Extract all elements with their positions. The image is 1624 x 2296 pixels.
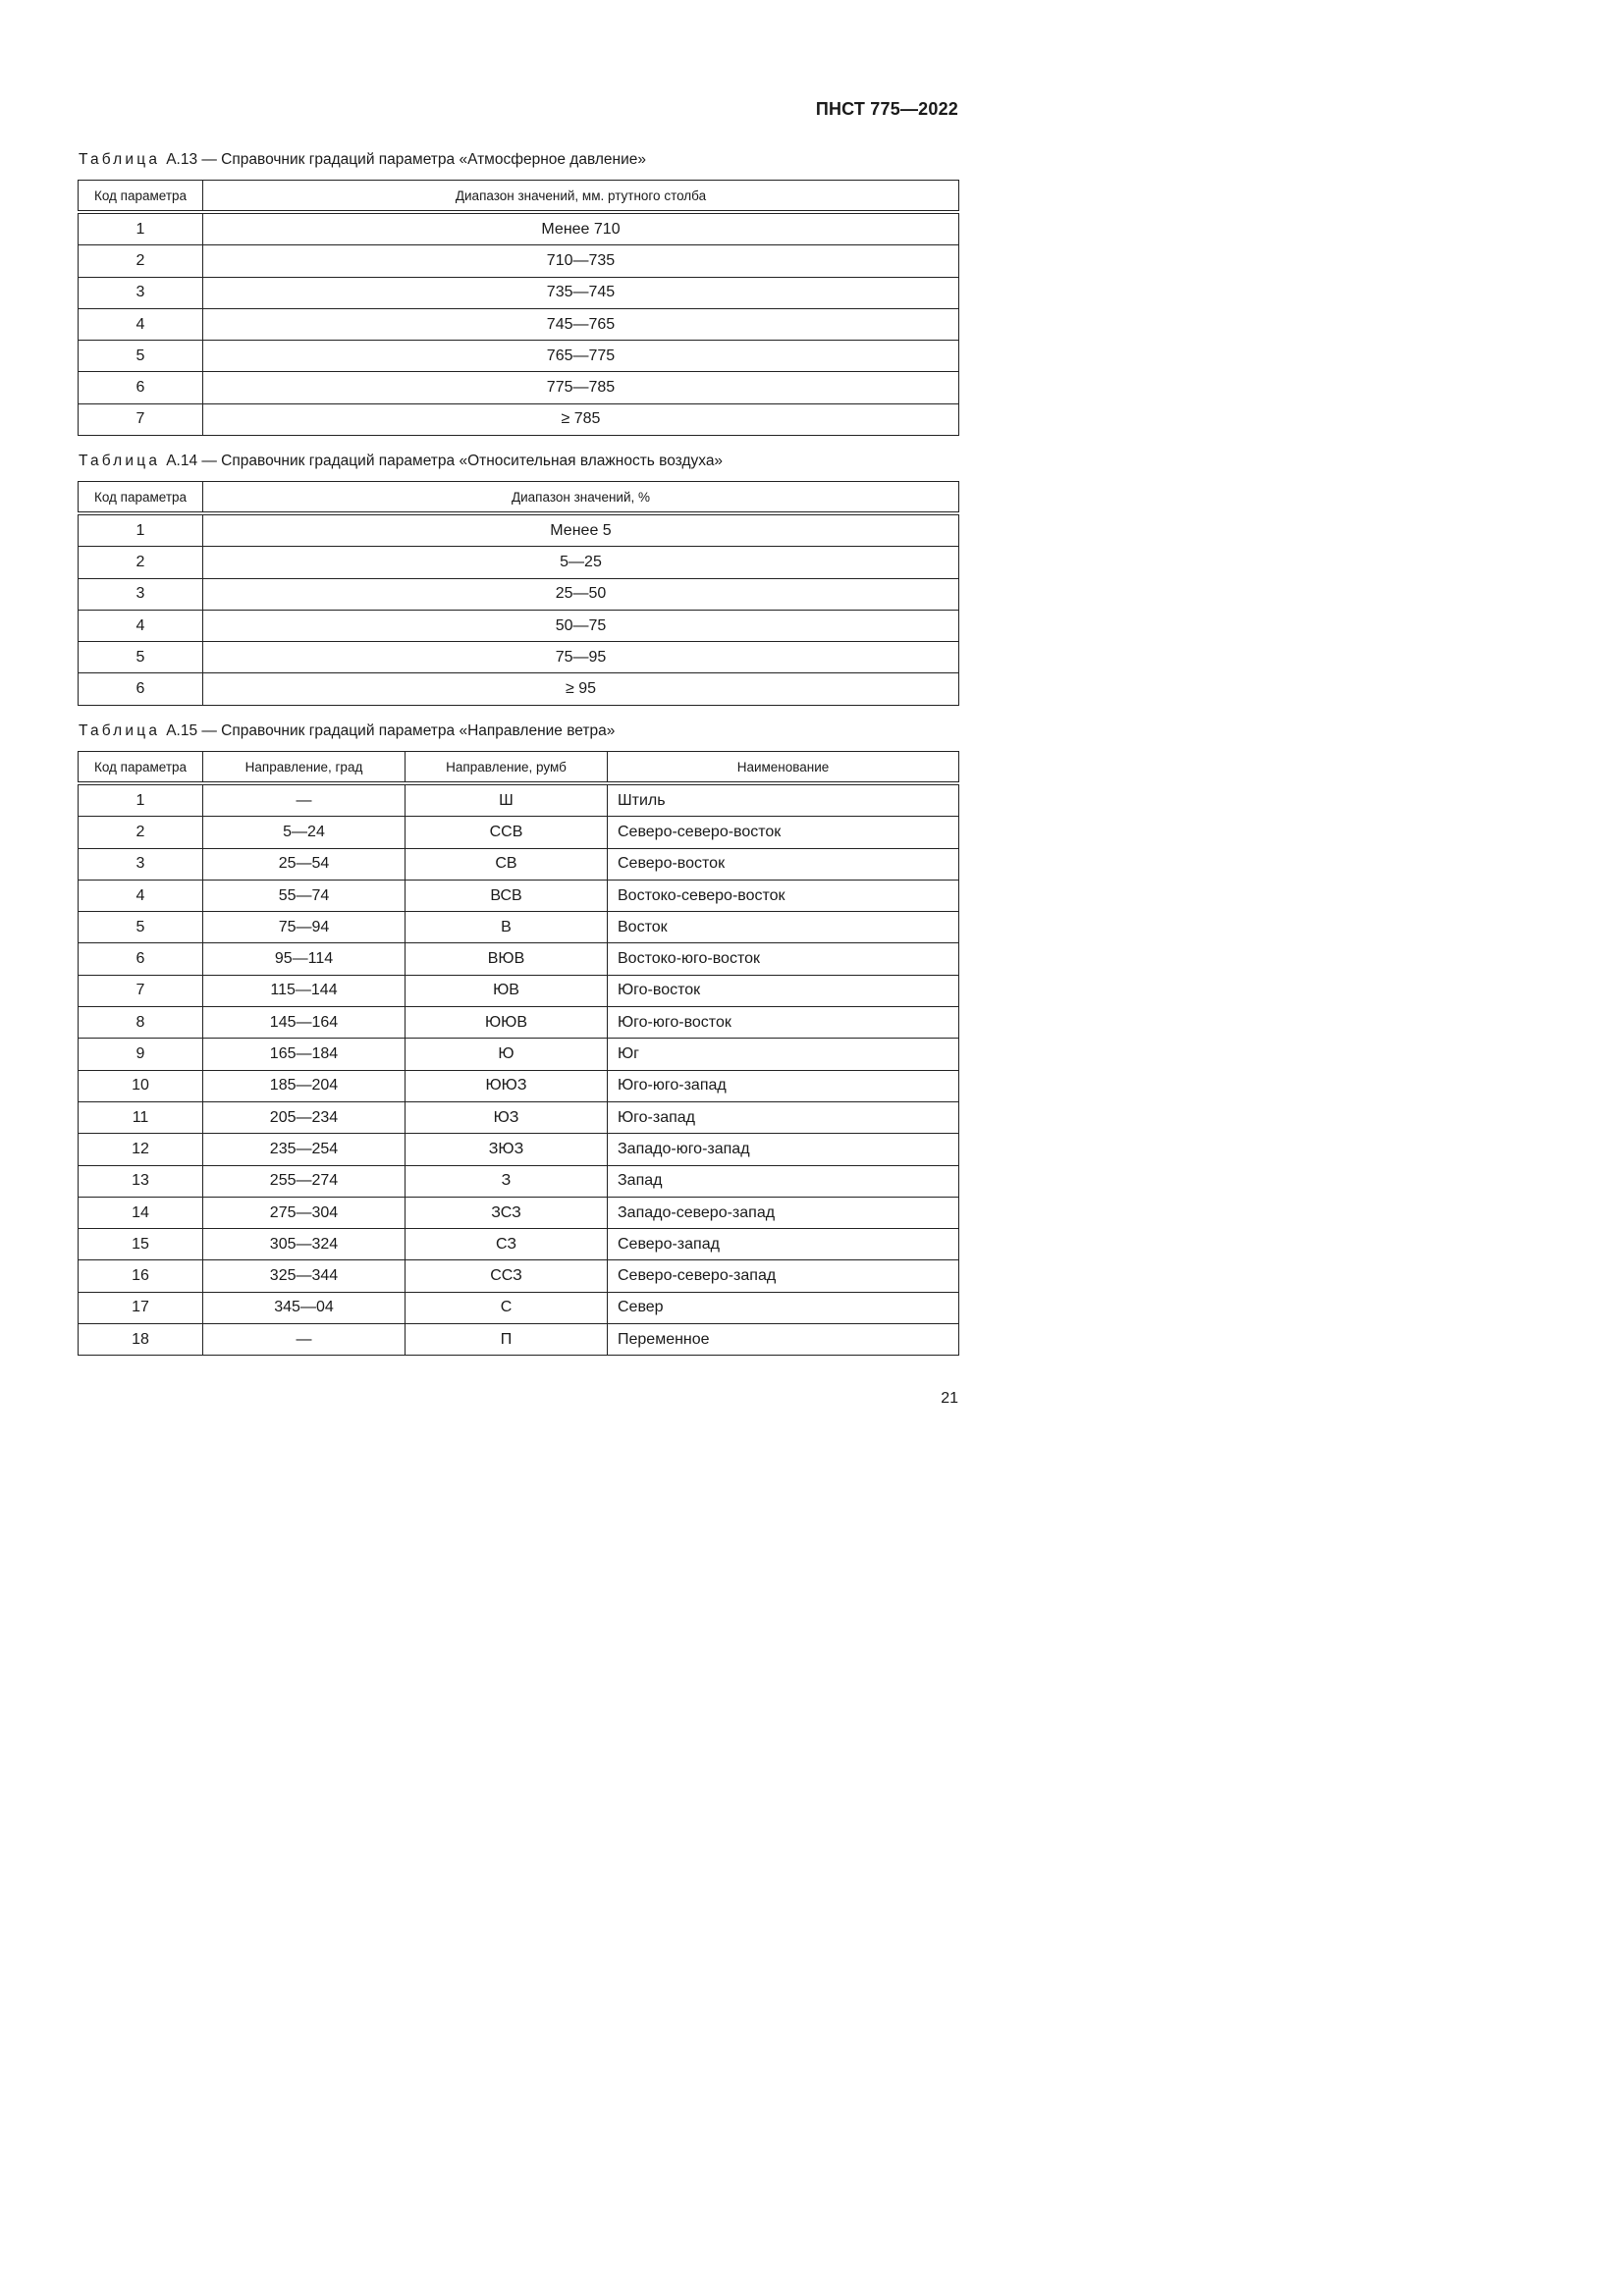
table-row [79,783,959,817]
table-cell: Запад [608,1165,959,1197]
table-cell: 765—775 [203,341,959,372]
table-cell: 6 [79,673,203,705]
document-id: ПНСТ 775—2022 [815,99,958,119]
table-cell: Переменное [608,1324,959,1356]
column-header-range: Диапазон значений, мм. ртутного столба [203,181,959,213]
table-cell: ВЮВ [406,943,608,975]
table-cell: 255—274 [203,1165,406,1197]
table-cell: Ш [406,783,608,817]
table-a15-body [79,783,959,1356]
table-cell: 25—54 [203,848,406,880]
table-cell: Юго-запад [608,1101,959,1133]
table-cell: 3 [79,848,203,880]
table-row [79,817,959,848]
table-cell: ЮВ [406,975,608,1006]
table-cell: 165—184 [203,1039,406,1070]
table-row [79,642,959,673]
caption-text: А.14 — Справочник градаций параметра «Относительная влажность воздуха» [166,453,724,469]
table-cell: 275—304 [203,1197,406,1228]
table-cell: 6 [79,372,203,403]
table-cell: 345—04 [203,1292,406,1323]
table-row [79,1292,959,1323]
table-cell: Штиль [608,783,959,817]
table-row [79,547,959,578]
table-a13-caption [79,151,646,169]
table-cell: Юг [608,1039,959,1070]
table-row [79,610,959,641]
table-row [79,1324,959,1356]
table-cell: 14 [79,1197,203,1228]
table-row [79,1197,959,1228]
table-a15-caption [79,722,615,740]
table-cell: 4 [79,308,203,340]
table-cell: 17 [79,1292,203,1323]
table-cell: 2 [79,817,203,848]
caption-text: А.13 — Справочник градаций параметра «Атмосферное давление» [166,151,646,168]
table-row [79,1260,959,1292]
table-cell: ЗЮЗ [406,1134,608,1165]
table-cell: С [406,1292,608,1323]
table-cell: 5—25 [203,547,959,578]
table-cell: 75—94 [203,912,406,943]
table-cell: — [203,783,406,817]
table-row [79,341,959,372]
table-row [79,372,959,403]
table-row [79,912,959,943]
table-cell: 50—75 [203,610,959,641]
table-cell: 12 [79,1134,203,1165]
table-cell: ССВ [406,817,608,848]
table-cell: 115—144 [203,975,406,1006]
table-cell: Менее 710 [203,212,959,245]
table-cell: ≥ 785 [203,403,959,435]
table-row [79,277,959,308]
table-cell: 235—254 [203,1134,406,1165]
table-row [79,975,959,1006]
table-row [79,1101,959,1133]
table-header-row [79,181,959,213]
table-row [79,880,959,911]
table-cell: ССЗ [406,1260,608,1292]
table-cell: В [406,912,608,943]
table-cell: 16 [79,1260,203,1292]
table-cell: СЗ [406,1229,608,1260]
table-a14 [78,481,959,706]
table-cell: 710—735 [203,245,959,277]
table-cell: 13 [79,1165,203,1197]
table-row [79,245,959,277]
table-cell: ЗСЗ [406,1197,608,1228]
table-cell: 145—164 [203,1007,406,1039]
table-cell: Ю [406,1039,608,1070]
column-header-name: Наименование [608,752,959,784]
table-cell: 10 [79,1070,203,1101]
table-cell: ≥ 95 [203,673,959,705]
caption-text: А.15 — Справочник градаций параметра «Направление ветра» [166,722,616,739]
table-row [79,848,959,880]
table-cell: 185—204 [203,1070,406,1101]
table-cell: 7 [79,403,203,435]
table-cell: 25—50 [203,578,959,610]
table-cell: 5—24 [203,817,406,848]
table-a13 [78,180,959,436]
table-row [79,1165,959,1197]
caption-word: Таблица [79,722,161,739]
column-header-code: Код параметра [79,752,203,784]
table-row [79,943,959,975]
table-cell: 3 [79,578,203,610]
table-row [79,1007,959,1039]
table-cell: П [406,1324,608,1356]
table-cell: 75—95 [203,642,959,673]
table-row [79,308,959,340]
table-cell: Западо-северо-запад [608,1197,959,1228]
table-cell: Востоко-северо-восток [608,880,959,911]
table-cell: 1 [79,212,203,245]
table-cell: 5 [79,642,203,673]
page-number: 21 [941,1390,958,1407]
table-cell: 11 [79,1101,203,1133]
table-cell: Западо-юго-запад [608,1134,959,1165]
table-cell: 7 [79,975,203,1006]
table-row [79,1070,959,1101]
column-header-code: Код параметра [79,181,203,213]
table-cell: СВ [406,848,608,880]
table-header-row [79,482,959,514]
caption-word: Таблица [79,453,161,469]
table-row [79,403,959,435]
column-header-range: Диапазон значений, % [203,482,959,514]
table-cell: 95—114 [203,943,406,975]
table-cell: Востоко-юго-восток [608,943,959,975]
table-row [79,578,959,610]
table-cell: 1 [79,783,203,817]
table-cell: 8 [79,1007,203,1039]
table-row [79,673,959,705]
table-row [79,513,959,547]
table-header-row [79,752,959,784]
table-cell: З [406,1165,608,1197]
table-cell: Менее 5 [203,513,959,547]
table-cell: Юго-юго-запад [608,1070,959,1101]
table-cell: 5 [79,341,203,372]
table-cell: 2 [79,245,203,277]
table-cell: 325—344 [203,1260,406,1292]
table-cell: Юго-юго-восток [608,1007,959,1039]
table-row [79,1229,959,1260]
table-cell: Северо-запад [608,1229,959,1260]
table-row [79,1134,959,1165]
column-header-rhumb: Направление, румб [406,752,608,784]
table-a15 [78,751,959,1356]
table-cell: 18 [79,1324,203,1356]
table-cell: 1 [79,513,203,547]
table-cell: ЮЗ [406,1101,608,1133]
table-cell: — [203,1324,406,1356]
table-cell: 5 [79,912,203,943]
table-cell: 6 [79,943,203,975]
table-cell: Восток [608,912,959,943]
column-header-code: Код параметра [79,482,203,514]
table-cell: 2 [79,547,203,578]
table-cell: Северо-восток [608,848,959,880]
column-header-degrees: Направление, град [203,752,406,784]
table-cell: Север [608,1292,959,1323]
table-cell: 305—324 [203,1229,406,1260]
table-cell: 735—745 [203,277,959,308]
table-cell: 15 [79,1229,203,1260]
table-cell: 205—234 [203,1101,406,1133]
table-cell: Северо-северо-запад [608,1260,959,1292]
table-a13-body [79,212,959,436]
table-cell: 4 [79,610,203,641]
table-cell: Северо-северо-восток [608,817,959,848]
caption-word: Таблица [79,151,161,168]
table-row [79,1039,959,1070]
table-cell: 3 [79,277,203,308]
table-cell: 4 [79,880,203,911]
table-cell: 745—765 [203,308,959,340]
table-cell: ВСВ [406,880,608,911]
table-a14-body [79,513,959,705]
table-row [79,212,959,245]
table-cell: 55—74 [203,880,406,911]
table-cell: ЮЮВ [406,1007,608,1039]
table-a14-caption [79,453,723,470]
table-cell: 775—785 [203,372,959,403]
table-cell: Юго-восток [608,975,959,1006]
table-cell: ЮЮЗ [406,1070,608,1101]
table-cell: 9 [79,1039,203,1070]
